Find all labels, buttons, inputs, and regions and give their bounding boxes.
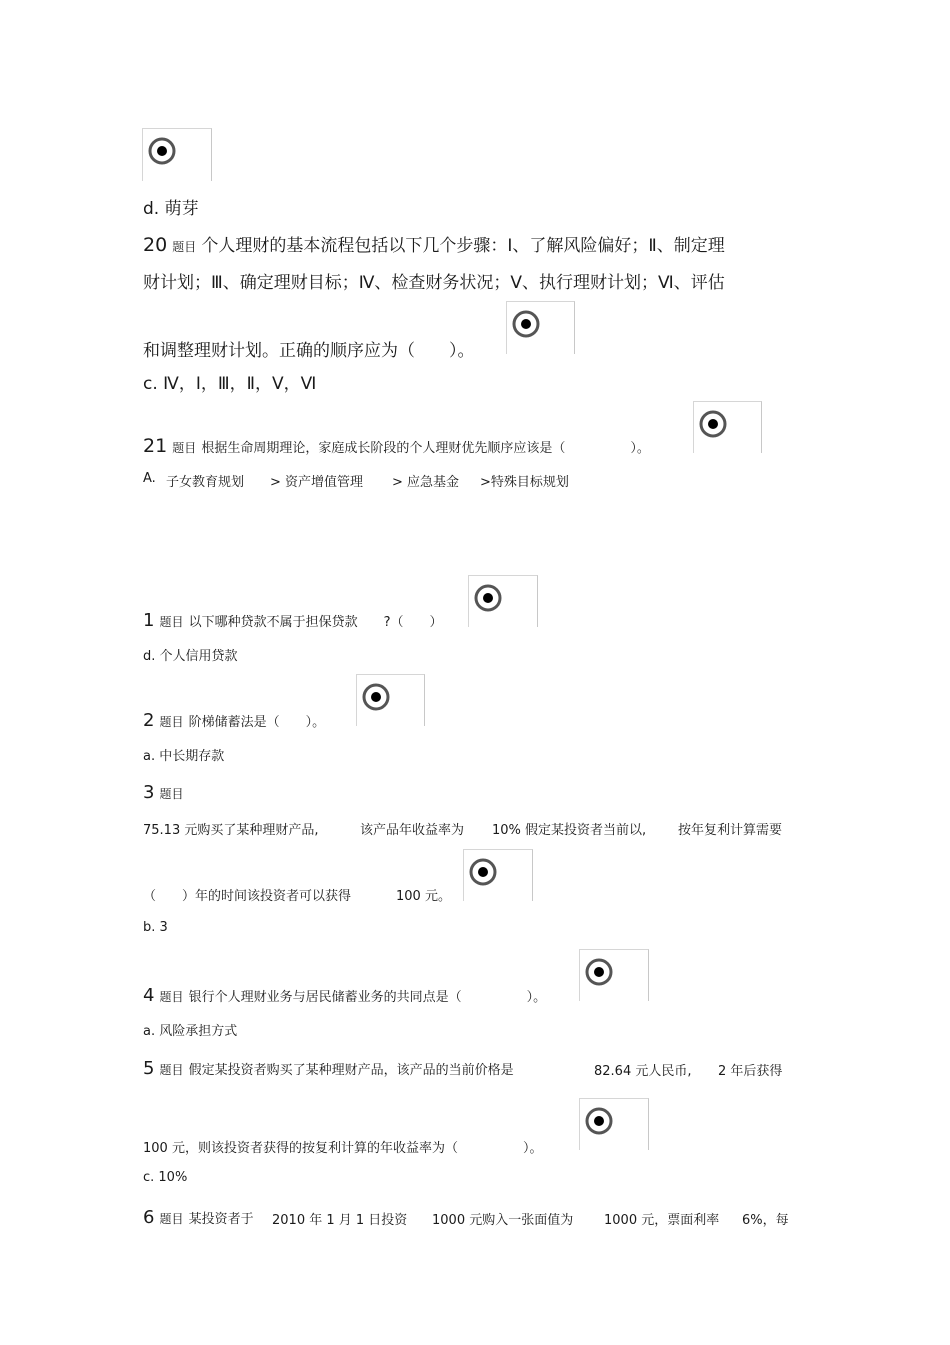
question-text: 银行个人理财业务与居民储蓄业务的共同点是（ ）。 bbox=[188, 990, 547, 1005]
n6-line1-part-5: 6%，每 bbox=[742, 1213, 789, 1228]
n2-header-line bbox=[143, 710, 325, 731]
n5-line1-part-3: 2 年后获得 bbox=[718, 1064, 783, 1079]
radio-selected-box[interactable] bbox=[468, 575, 538, 627]
n3-header-line bbox=[143, 782, 184, 803]
n3-line2-part-1: （ ）年的时间该投资者可以获得 bbox=[143, 889, 352, 904]
n5-header-line bbox=[143, 1058, 514, 1079]
n1-header-line bbox=[143, 610, 443, 631]
radio-selected-box[interactable] bbox=[693, 401, 762, 453]
question-text: 根据生命周期理论，家庭成长阶段的个人理财优先顺序应该是（ ）。 bbox=[201, 441, 650, 456]
radio-selected-box[interactable] bbox=[579, 1098, 649, 1150]
question-label: 题目 bbox=[159, 715, 184, 729]
n1-answer: d. 个人信用贷款 bbox=[143, 649, 238, 664]
n3-line1-part-3: 10% 假定某投资者当前以, bbox=[492, 823, 647, 838]
n6-line1-part-3: 1000 元购入一张面值为 bbox=[432, 1213, 574, 1228]
q19-answer: d. 萌芽 bbox=[143, 199, 199, 219]
question-number: 20 bbox=[143, 234, 168, 256]
n3-line1-part-2: 该产品年收益率为 bbox=[360, 823, 465, 838]
radio-selected-icon bbox=[472, 582, 504, 614]
question-text: 以下哪种贷款不属于担保贷款 ?（ ） bbox=[188, 615, 443, 630]
n3-answer: b. 3 bbox=[143, 920, 168, 935]
radio-selected-box[interactable] bbox=[142, 128, 212, 181]
n4-header-line bbox=[143, 985, 546, 1006]
question-number: 3 bbox=[143, 782, 155, 803]
radio-selected-box[interactable] bbox=[506, 301, 575, 354]
n4-answer: a. 风险承担方式 bbox=[143, 1024, 238, 1039]
question-text: 阶梯储蓄法是（ ）。 bbox=[188, 715, 326, 730]
q20-line3: 和调整理财计划。正确的顺序应为（ ）。 bbox=[143, 341, 475, 361]
n6-line1-part-2: 2010 年 1 月 1 日投资 bbox=[272, 1213, 408, 1228]
question-number: 4 bbox=[143, 985, 155, 1006]
radio-selected-icon bbox=[146, 135, 178, 167]
question-text: 某投资者于 bbox=[188, 1212, 254, 1227]
question-label: 题目 bbox=[159, 1063, 184, 1077]
q21-header-line bbox=[143, 435, 650, 457]
question-number: 6 bbox=[143, 1207, 155, 1228]
radio-selected-icon bbox=[583, 1105, 615, 1137]
radio-selected-icon bbox=[510, 308, 542, 340]
n3-line1-part-1: 75.13 元购买了某种理财产品, bbox=[143, 823, 319, 838]
question-label: 题目 bbox=[159, 990, 184, 1004]
n3-line1-part-4: 按年复利计算需要 bbox=[678, 823, 783, 838]
n6-line1-part-4: 1000 元，票面利率 bbox=[604, 1213, 720, 1228]
radio-selected-box[interactable] bbox=[463, 849, 533, 901]
question-number: 1 bbox=[143, 610, 155, 631]
radio-selected-icon bbox=[583, 956, 615, 988]
question-label: 题目 bbox=[159, 615, 184, 629]
question-text: 个人理财的基本流程包括以下几个步骤：Ⅰ、了解风险偏好；Ⅱ、制定理 bbox=[201, 236, 725, 256]
q21-answer-part-3: > 应急基金 bbox=[392, 475, 460, 490]
radio-selected-icon bbox=[467, 856, 499, 888]
question-label: 题目 bbox=[159, 787, 184, 801]
question-label: 题目 bbox=[172, 441, 197, 455]
q20-line2: 财计划；Ⅲ、确定理财目标；Ⅳ、检查财务状况；Ⅴ、执行理财计划；Ⅵ、评估 bbox=[143, 273, 725, 293]
q21-answer-prefix: A. bbox=[143, 471, 156, 486]
q20-header-line bbox=[143, 231, 725, 256]
q20-answer: c. Ⅳ，Ⅰ，Ⅲ，Ⅱ，Ⅴ，Ⅵ bbox=[143, 374, 317, 394]
question-label: 题目 bbox=[159, 1212, 184, 1226]
radio-selected-box[interactable] bbox=[579, 949, 649, 1001]
question-label: 题目 bbox=[172, 240, 197, 254]
radio-selected-icon bbox=[360, 681, 392, 713]
q21-answer-part-2: > 资产增值管理 bbox=[270, 475, 364, 490]
question-number: 5 bbox=[143, 1058, 155, 1079]
question-text: 假定某投资者购买了某种理财产品，该产品的当前价格是 bbox=[188, 1063, 514, 1078]
radio-selected-icon bbox=[697, 408, 729, 440]
question-number: 2 bbox=[143, 710, 155, 731]
n5-line1-part-2: 82.64 元人民币, bbox=[594, 1064, 692, 1079]
q21-answer-part-4: >特殊目标规划 bbox=[480, 475, 569, 490]
n2-answer: a. 中长期存款 bbox=[143, 749, 225, 764]
n6-header-line bbox=[143, 1207, 254, 1228]
q21-answer-part-1: 子女教育规划 bbox=[166, 475, 245, 490]
n5-answer: c. 10% bbox=[143, 1170, 188, 1185]
radio-selected-box[interactable] bbox=[356, 674, 425, 726]
n3-line2-part-2: 100 元。 bbox=[396, 889, 451, 904]
question-number: 21 bbox=[143, 435, 168, 457]
n5-line2: 100 元，则该投资者获得的按复利计算的年收益率为（ ）。 bbox=[143, 1141, 543, 1156]
